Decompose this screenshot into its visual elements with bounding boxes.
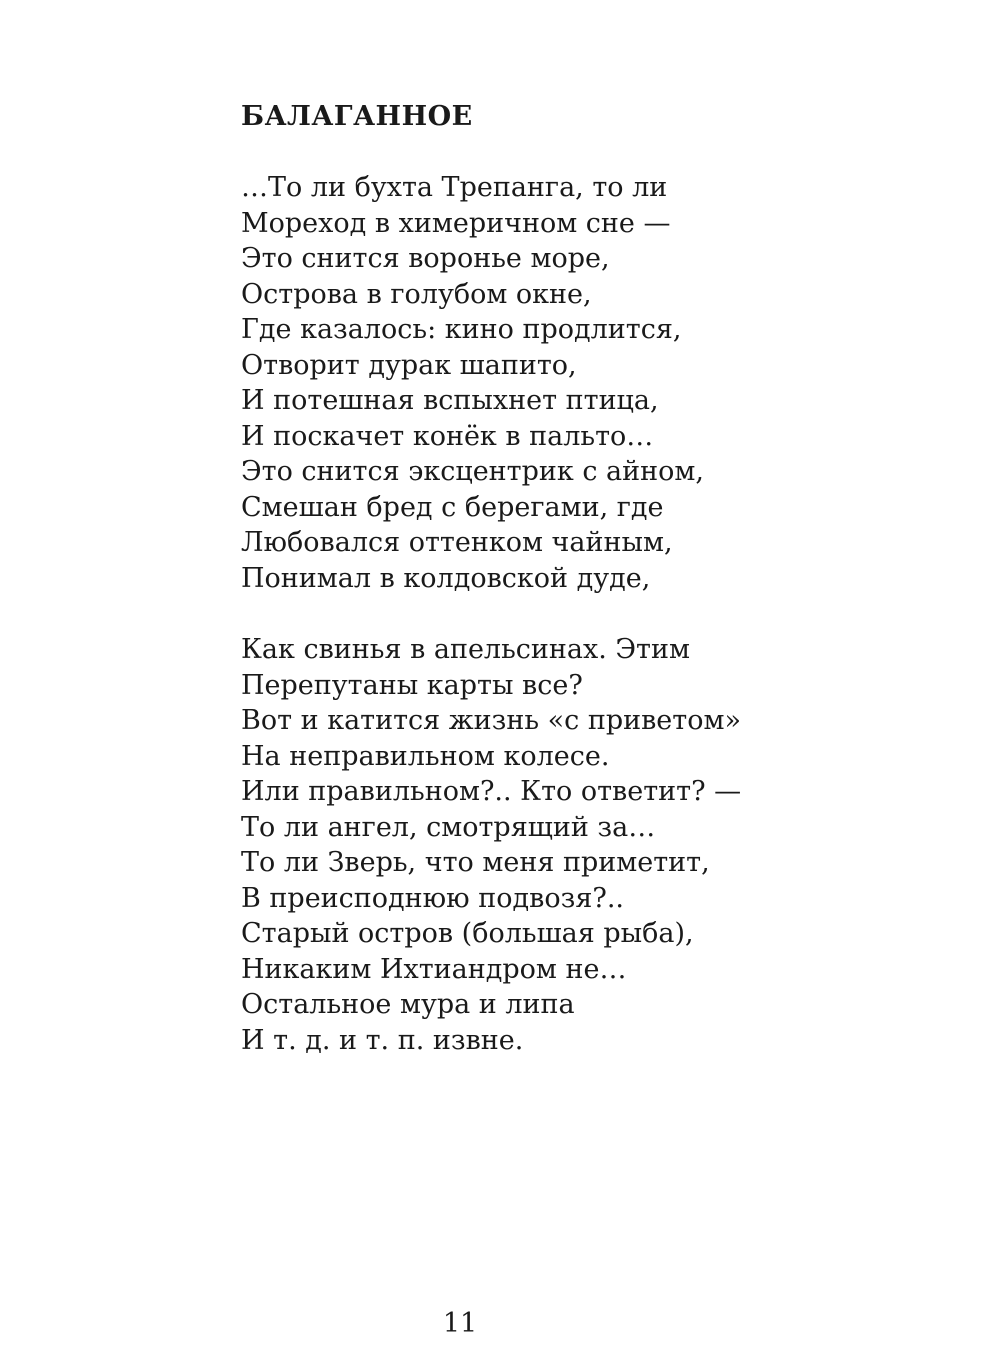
stanza-1 [241, 170, 704, 596]
poem-line: …То ли бухта Трепанга, то ли [241, 172, 668, 203]
poem-line: Любовался оттенком чайным, [241, 527, 673, 558]
poem-line: И т. д. и т. п. извне. [241, 1024, 524, 1056]
poem-line: То ли ангел, смотрящий за… [241, 811, 656, 843]
poem-line: Как свинья в апельсинах. Этим [241, 634, 690, 665]
poem-line: Или правильном?.. Кто ответит? — [241, 776, 742, 807]
poem-line: Перепутаны карты все? [241, 669, 583, 701]
poem-line: Где казалось: кино продлится, [241, 314, 682, 345]
poem-line: В преисподнюю подвозя?.. [241, 882, 624, 914]
poem-line: Острова в голубом окне, [241, 278, 592, 310]
poem-line: И поскачет конёк в пальто… [241, 420, 654, 452]
poem-line: Это снится эксцентрик с айном, [241, 456, 704, 487]
poem-line: Никаким Ихтиандром не… [241, 953, 627, 985]
poem-line: Мореход в химеричном сне — [241, 207, 671, 239]
stanza-2 [241, 632, 741, 1058]
page-number: 11 [442, 1308, 478, 1339]
poem-line: Остальное мура и липа [241, 989, 575, 1020]
poem-line: Это снится воронье море, [241, 243, 610, 274]
poem-line: Отворит дурак шапито, [241, 349, 577, 381]
poem-line: И потешная вспыхнет птица, [241, 385, 659, 416]
poem-line: Старый остров (большая рыба), [241, 918, 694, 949]
poem-line: Смешан бред с берегами, где [241, 491, 664, 523]
poem-line: Понимал в колдовской дуде, [241, 562, 651, 594]
poem-line: Вот и катится жизнь «с приветом» [241, 705, 742, 736]
poem-line: На неправильном колесе. [241, 740, 610, 772]
poem-line: То ли Зверь, что меня приметит, [241, 847, 710, 878]
poem-title: БАЛАГАННОЕ [241, 101, 473, 132]
